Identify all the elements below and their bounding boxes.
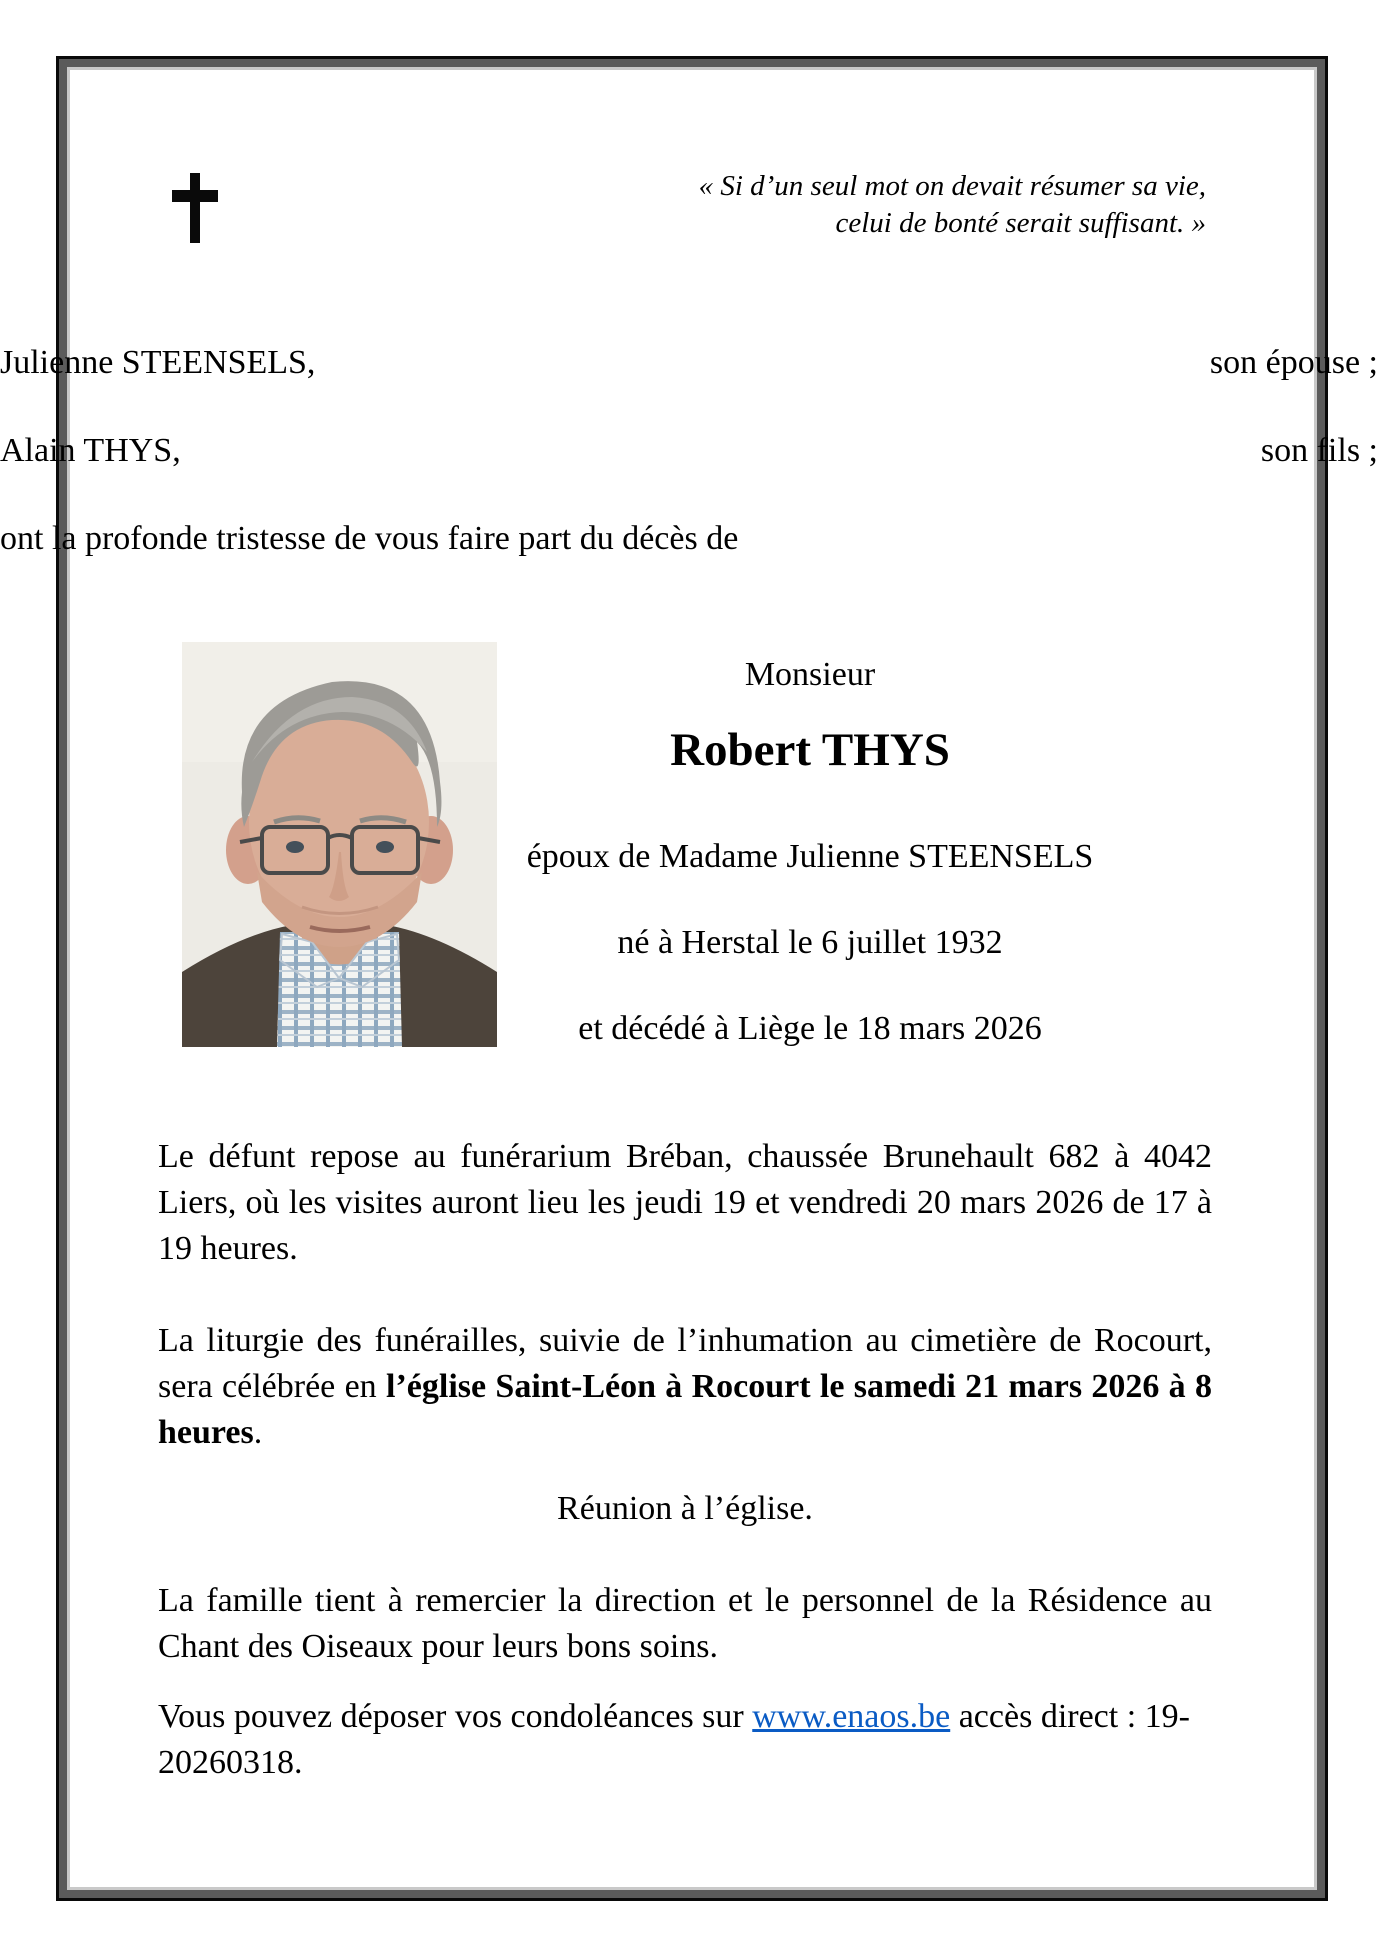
memorial-quote <box>699 168 1206 242</box>
deceased-spouse-line: époux de Madame Julienne STEENSELS <box>526 838 1094 875</box>
memorial-quote-line2: celui de bonté serait suffisant. » <box>835 207 1206 239</box>
enaos-link[interactable]: www.enaos.be <box>752 1698 951 1735</box>
deceased-death-line: et décédé à Liège le 18 mars 2026 <box>578 1010 1042 1047</box>
relative-relation: son épouse ; <box>1209 344 1378 381</box>
deceased-birth-line: né à Herstal le 6 juillet 1932 <box>617 924 1003 961</box>
liturgy-paragraph <box>158 1318 1212 1456</box>
relative-row-spouse <box>0 340 1378 386</box>
relative-name: Julienne STEENSELS, <box>0 344 316 381</box>
reunion-line: Réunion à l’église. <box>557 1490 813 1527</box>
liturgy-end: . <box>253 1414 263 1451</box>
thanks-paragraph: La famille tient à remercier la direction et le personnel de la Résidence au Chant des Oiseaux pour leurs bons soins. <box>158 1582 1212 1665</box>
condolences-paragraph <box>158 1694 1212 1786</box>
repose-paragraph: Le défunt repose au funérarium Bréban, chaussée Brunehault 682 à 4042 Liers, où les visites auront lieu les jeudi 19 et vendredi 20 mars 2026 de 17 à 19 heures. <box>158 1138 1212 1267</box>
liturgy-normal: La liturgie des funérailles, suivie de l’inhumation au cimetière de Rocourt, sera célébrée en <box>158 1322 1212 1405</box>
relative-row-son <box>0 428 1378 474</box>
deceased-name: Robert THYS <box>670 724 950 776</box>
liturgy-bold: l’église Saint-Léon à Rocourt le samedi 21 mars 2026 à 8 heures <box>158 1368 1212 1451</box>
deceased-title: Monsieur <box>744 656 876 693</box>
condolences-prefix: Vous pouvez déposer vos condoléances sur <box>158 1698 753 1735</box>
relative-name: Alain THYS, <box>0 432 181 469</box>
deceased-block <box>420 642 1200 1050</box>
condolences-suffix: accès direct : 19-20260318. <box>158 1698 1190 1781</box>
relative-relation: son fils ; <box>1260 432 1378 469</box>
announcement-line: ont la profonde tristesse de vous faire part du décès de <box>0 520 739 557</box>
cross-icon <box>172 173 218 243</box>
memorial-quote-line1: « Si d’un seul mot on devait résumer sa vie, <box>698 170 1206 202</box>
